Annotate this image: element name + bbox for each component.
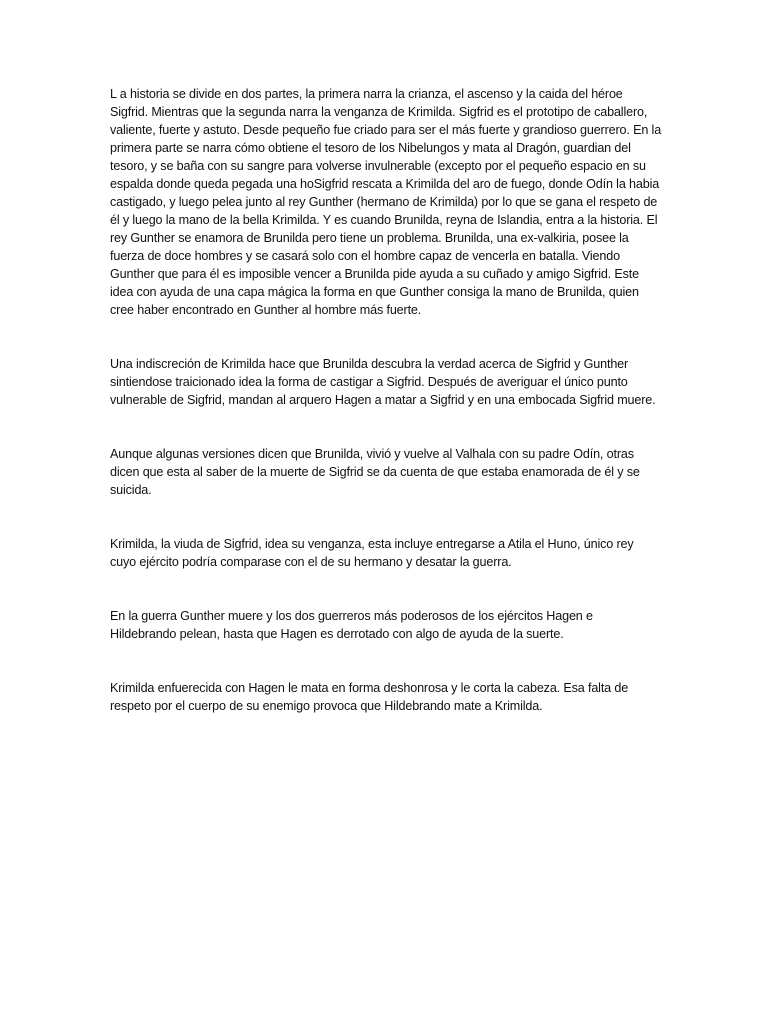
paragraph-sigfrid-death: Una indiscreción de Krimilda hace que Brunilda descubra la verdad acerca de Sigfrid y Gunther sintiendose traicionado idea la forma de castigar a Sigfrid. Después de averiguar el único punto vulnerable de Sigfrid, mandan al arquero Hagen a matar a Sigfrid y en una embocada Sigfrid muere. [110, 357, 656, 407]
paragraph-story-summary: L a historia se divide en dos partes, la primera narra la crianza, el ascenso y la caida del héroe Sigfrid. Mientras que la segunda narra la venganza de Krimilda. Sigfrid es el prototipo de caballero, valiente, fuerte y astuto. Desde pequeño fue criado para ser el más fuerte y grandioso guerrero. En la primera parte se narra cómo obtiene el tesoro de los Nibelungos y mata al Dragón, guardian del tesoro, y se baña con su sangre para volverse invulnerable (excepto por el pequeño espacio en su espalda donde queda pegada una hoSigfrid rescata a Krimilda del aro de fuego, donde Odín la habia castigado, y luego pelea junto al rey Gunther (hermano de Krimilda) por lo que se gana el respeto de él y luego la mano de la bella Krimilda. Y es cuando Brunilda, reyna de Islandia, entra a la historia. El rey Gunther se enamora de Brunilda pero tiene un problema. Brunilda, una ex-valkiria, posee la fuerza de doce hombres y se casará solo con el hombre capaz de vencerla en batalla. Viendo Gunther que para él es imposible vencer a Brunilda pide ayuda a su cuñado y amigo Sigfrid. Este idea con ayuda de una capa mágica la forma en que Gunther consiga la mano de Brunilda, quien cree haber encontrado en Gunther al hombre más fuerte. [110, 87, 662, 317]
paragraph-brunilda-fate: Aunque algunas versiones dicen que Brunilda, vivió y vuelve al Valhala con su padre Odín, otras dicen que esta al saber de la muerte de Sigfrid se da cuenta de que estaba enamorada de él y se suicida. [110, 447, 640, 497]
paragraph-ending: Krimilda enfuerecida con Hagen le mata en forma deshonrosa y le corta la cabeza. Esa falta de respeto por el cuerpo de su enemigo provoca que Hildebrando mate a Krimilda. [110, 681, 629, 713]
document-page [110, 85, 662, 715]
paragraph-war: En la guerra Gunther muere y los dos guerreros más poderosos de los ejércitos Hagen e Hildebrando pelean, hasta que Hagen es derrotado con algo de ayuda de la suerte. [110, 609, 593, 641]
paragraph-krimilda-revenge: Krimilda, la viuda de Sigfrid, idea su venganza, esta incluye entregarse a Atila el Huno, único rey cuyo ejército podría comparase con el de su hermano y desatar la guerra. [110, 537, 634, 569]
